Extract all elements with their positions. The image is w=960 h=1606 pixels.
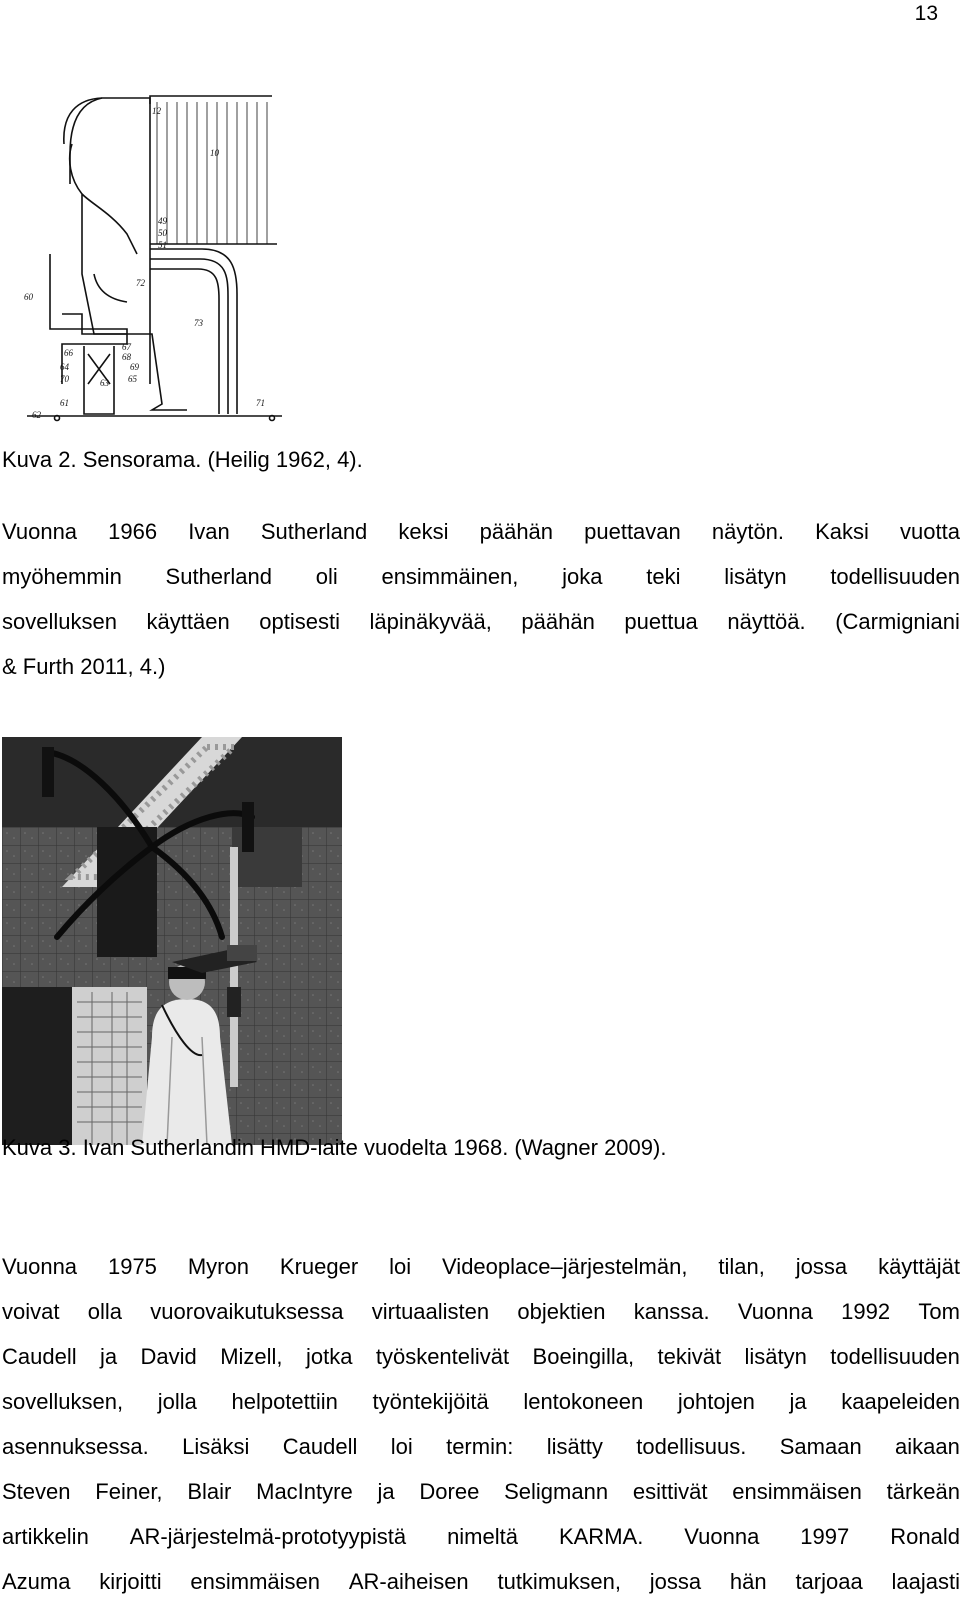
svg-text:69: 69 — [130, 362, 139, 372]
paragraph-line: sovelluksen, jolla helpotettiin työntekijöitä lentokoneen johtojen ja kaapeleiden — [2, 1389, 960, 1414]
svg-text:63: 63 — [100, 378, 109, 388]
svg-text:60: 60 — [24, 292, 33, 302]
paragraph-line: Vuonna 1975 Myron Krueger loi Videoplace–järjestelmän, tilan, jossa käyttäjät — [2, 1254, 960, 1279]
svg-text:65: 65 — [128, 374, 137, 384]
svg-text:64: 64 — [60, 362, 69, 372]
paragraph-line: sovelluksen käyttäen optisesti läpinäkyvää, päähän puettua näyttöä. (Carmigniani — [2, 609, 960, 634]
paragraph-line: Vuonna 1966 Ivan Sutherland keksi päähän puettavan näytön. Kaksi vuotta — [2, 519, 960, 544]
svg-text:10: 10 — [210, 148, 219, 158]
svg-text:67: 67 — [122, 342, 131, 352]
paragraph-line: asennuksessa. Lisäksi Caudell loi termin: lisätty todellisuus. Samaan aikaan — [2, 1434, 960, 1459]
svg-text:70: 70 — [60, 374, 69, 384]
paragraph-line: Azuma kirjoitti ensimmäisen AR-aiheisen tutkimuksen, jossa hän tarjoaa laajasti — [2, 1569, 960, 1594]
paragraph-line: & Furth 2011, 4.) — [2, 654, 166, 679]
svg-text:49: 49 — [158, 216, 167, 226]
paragraph-line: voivat olla vuorovaikutuksessa virtuaalisten objektien kanssa. Vuonna 1992 Tom — [2, 1299, 960, 1324]
paragraph-line: Caudell ja David Mizell, jotka työskentelivät Boeingilla, tekivät lisätyn todellisuuden — [2, 1344, 960, 1369]
hmd-photograph — [2, 737, 342, 1145]
svg-text:71: 71 — [256, 398, 265, 408]
svg-text:61: 61 — [60, 398, 69, 408]
svg-text:68: 68 — [122, 352, 131, 362]
figure-caption: Kuva 3. Ivan Sutherlandin HMD-laite vuodelta 1968. (Wagner 2009). — [2, 1135, 667, 1160]
paragraph-line: Steven Feiner, Blair MacIntyre ja Doree Seligmann esittivät ensimmäisen tärkeän — [2, 1479, 960, 1504]
svg-text:12: 12 — [152, 106, 161, 116]
svg-text:72: 72 — [136, 278, 145, 288]
figure-caption: Kuva 2. Sensorama. (Heilig 1962, 4). — [2, 447, 363, 472]
body-paragraph — [2, 509, 960, 689]
page-number: 13 — [914, 2, 938, 25]
paragraph-line: myöhemmin Sutherland oli ensimmäinen, joka teki lisätyn todellisuuden — [2, 564, 960, 589]
svg-text:50: 50 — [158, 228, 167, 238]
body-paragraph — [2, 1244, 960, 1604]
svg-text:62: 62 — [32, 410, 41, 420]
paragraph-line: artikkelin AR-järjestelmä-prototyypistä nimeltä KARMA. Vuonna 1997 Ronald — [2, 1524, 960, 1549]
sensorama-patent-drawing — [2, 84, 302, 440]
svg-text:51: 51 — [158, 240, 167, 250]
svg-text:66: 66 — [64, 348, 73, 358]
svg-text:73: 73 — [194, 318, 203, 328]
